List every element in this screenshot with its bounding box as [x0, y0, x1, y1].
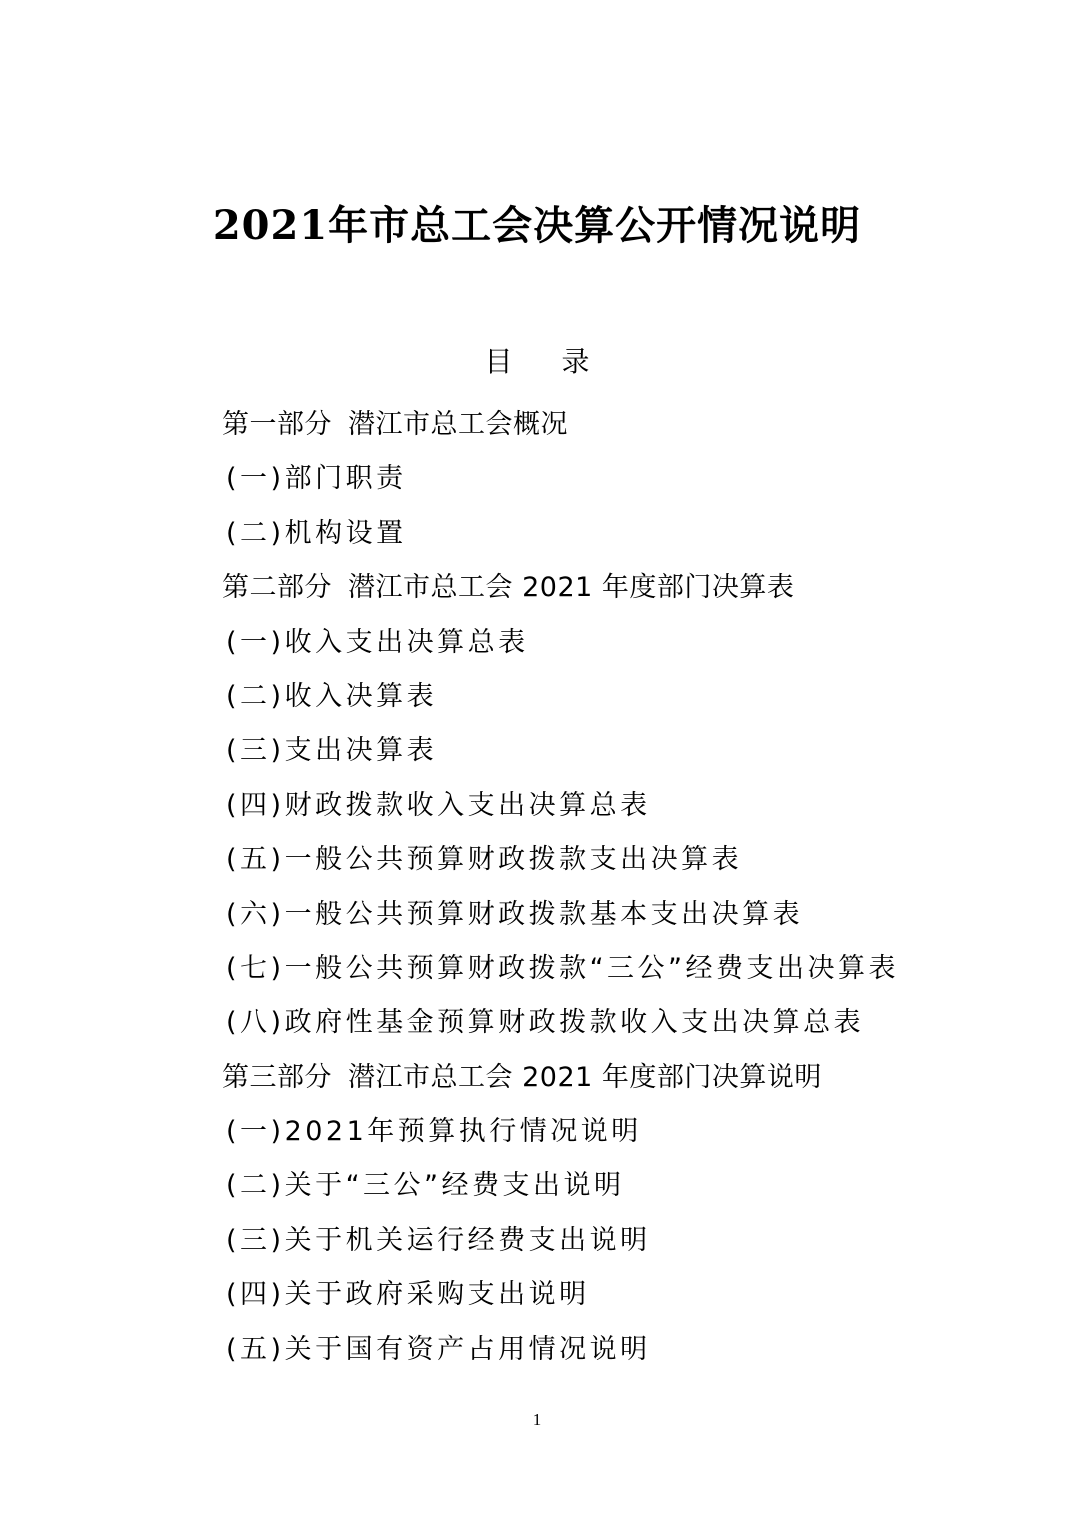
toc-part-label: 第三部分 — [222, 1061, 332, 1093]
toc-part-label: 第一部分 — [222, 409, 332, 440]
toc-part-1 — [222, 400, 982, 454]
document-title: 2021年市总工会决算公开情况说明 — [212, 202, 862, 249]
toc-item: (一)部门职责 — [226, 463, 407, 495]
toc-item: (八)政府性基金预算财政拨款收入支出决算总表 — [226, 1007, 865, 1039]
toc-part-title: 潜江市总工会 2021 年度部门决算表 — [348, 572, 795, 604]
toc-part-2 — [222, 563, 982, 617]
toc-item: (二)收入决算表 — [226, 680, 438, 712]
toc-item: (五)关于国有资产占用情况说明 — [226, 1333, 651, 1365]
toc-item: (二)机构设置 — [226, 517, 407, 549]
toc-part-title: 潜江市总工会 2021 年度部门决算说明 — [348, 1061, 822, 1093]
toc-item: (一)2021年预算执行情况说明 — [226, 1116, 642, 1148]
toc-item: (六)一般公共预算财政拨款基本支出决算表 — [226, 898, 804, 930]
toc-heading: 目 录 — [484, 345, 610, 378]
toc-item: (二)关于“三公”经费支出说明 — [226, 1170, 625, 1202]
toc-part-title: 潜江市总工会概况 — [348, 409, 568, 440]
toc-part-3 — [222, 1053, 982, 1107]
toc-item: (三)关于机关运行经费支出说明 — [226, 1224, 651, 1256]
toc-part-label: 第二部分 — [222, 572, 332, 604]
toc-item: (四)关于政府采购支出说明 — [226, 1279, 590, 1311]
toc-item: (四)财政拨款收入支出决算总表 — [226, 789, 651, 821]
toc-item: (三)支出决算表 — [226, 735, 438, 767]
page-number: 1 — [532, 1410, 542, 1429]
toc-item: (一)收入支出决算总表 — [226, 626, 529, 658]
toc-item: (七)一般公共预算财政拨款“三公”经费支出决算表 — [226, 952, 900, 984]
table-of-contents — [222, 400, 982, 1379]
toc-item: (五)一般公共预算财政拨款支出决算表 — [226, 844, 743, 876]
